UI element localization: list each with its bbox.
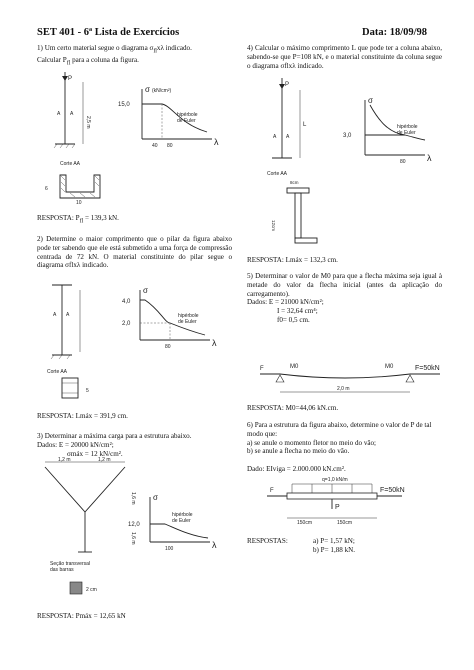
curve-label-2: de Euler	[397, 130, 416, 136]
sigma-unit: (kN/cm²)	[152, 88, 172, 94]
sub-fl-2: fl	[66, 60, 71, 67]
dim-2: 1,2 m	[98, 457, 111, 463]
left-force-label: F	[260, 366, 264, 372]
section-dim: 2 cm	[86, 587, 97, 593]
base-hatch-2	[60, 144, 63, 148]
x-tick-2: 80	[167, 143, 173, 149]
curve-label: hipérbole	[178, 313, 199, 319]
sigma-value: 15,0	[118, 102, 130, 108]
sigma-curve	[142, 104, 207, 132]
sigma-symbol: σ	[368, 96, 373, 105]
problem-6-answer-a: a) P= 1,57 kN;	[313, 537, 355, 545]
problem-6-answers-label: RESPOSTAS:	[247, 537, 288, 545]
section-dim-1: 8cm	[290, 180, 299, 185]
problem-2-text	[37, 235, 232, 270]
dim-1: 1,2 m	[58, 457, 71, 463]
lambda-symbol: λ	[212, 338, 217, 348]
problem-2-number: 2)	[37, 235, 43, 243]
base-hatch-3	[67, 355, 70, 359]
problem-4-body: Calcular o máximo comprimento L que pode ter a coluna abaixo, sabendo-se que P=108 kN, e o material constituinte da coluna segue o diagrama σflxλ indicado.	[247, 44, 442, 70]
left-bar	[45, 467, 85, 512]
flange-bottom	[295, 238, 317, 243]
problem-1-line2-end: para a coluna da figura.	[70, 56, 139, 65]
problem-6-data: Dado: EIviga = 2.000.000 kN.cm².	[247, 464, 346, 473]
p-label: P	[335, 504, 340, 511]
curve-label: hipérbole	[172, 512, 193, 518]
problem-5-data2: I = 32,64 cm⁴;	[277, 307, 318, 316]
curve-label-2: de Euler	[177, 118, 196, 124]
problem-6-beam-figure	[262, 476, 452, 526]
problem-2-answer: RESPOSTA: Lmáx = 391,9 cm.	[37, 412, 128, 420]
problem-6-text	[247, 421, 442, 474]
problem-1-section	[40, 160, 120, 205]
section-mark-a2: A	[66, 312, 70, 318]
problem-4-answer: RESPOSTA: Lmáx = 132,3 cm.	[247, 256, 338, 264]
sigma-symbol: σ	[143, 286, 148, 295]
distributed-load-label: q=1,0 kN/m	[322, 477, 348, 483]
flange-top	[287, 188, 309, 193]
section-dim: 5	[86, 388, 89, 394]
problem-6-body: Para a estrutura da figura abaixo, determine o valor de P de tal modo que:	[247, 421, 432, 438]
section-label: Corte AA	[267, 171, 288, 177]
section-dim-3: 10	[76, 200, 82, 206]
left-support	[276, 375, 284, 382]
problem-3-data1: Dados: E = 20000 kN/cm²;	[37, 440, 114, 449]
left-force-label: F	[270, 488, 274, 494]
curve-label: hipérbole	[177, 112, 198, 118]
right-force-label: F=50kN	[415, 365, 440, 372]
problem-3-text	[37, 432, 237, 458]
right-support	[406, 375, 414, 382]
x-tick-1: 100	[165, 546, 174, 552]
problem-5-body: Determinar o valor de M0 para que a flecha máxima seja igual à metade do valor da flecha inicial (antes da aplicação do carregamento).	[247, 272, 442, 298]
section-mark-a2: A	[70, 111, 74, 117]
sigma-value: 3,0	[343, 133, 352, 139]
section-mark-a1: A	[273, 134, 277, 140]
section-dim-1: 6	[45, 186, 48, 192]
problem-2-body: Determine o maior comprimento que o pilar da figura abaixo pode ter sabendo que ele está submetido a uma força de compressão centrada de 72 kN. O material constituinte do pilar segue o diagrama σflxλ indicado.	[37, 235, 232, 270]
beam	[287, 493, 377, 499]
answer-sub: fl	[79, 218, 84, 225]
problem-5-text	[247, 272, 442, 325]
load-label: P	[285, 82, 290, 88]
base-hatch-1	[54, 144, 57, 148]
sigma-curve	[365, 105, 425, 140]
span-label: 2,0 m	[337, 386, 350, 392]
load-label: P	[68, 76, 73, 82]
length-label: L	[303, 122, 307, 128]
problem-2-sigma-diagram	[110, 285, 230, 355]
curve-label-2: de Euler	[172, 518, 191, 524]
sigma-value-2: 2,0	[122, 321, 131, 327]
problem-6-number: 6)	[247, 421, 253, 429]
problem-5-data1: Dados: E = 21000 kN/cm²;	[247, 298, 324, 307]
problem-2-section	[42, 368, 102, 406]
curve-label-2: de Euler	[178, 319, 197, 325]
span-dim-1: 150cm	[297, 520, 313, 526]
section-mark-a1: A	[57, 111, 61, 117]
problem-4-text	[247, 44, 442, 70]
base-hatch-3	[66, 144, 69, 148]
problem-2-column-figure	[42, 280, 102, 365]
problem-1-number: 1)	[37, 44, 43, 52]
problem-4-sigma-diagram	[335, 95, 445, 165]
sigma-symbol: σ	[145, 85, 150, 94]
section-label: Corte AA	[47, 369, 68, 375]
section-mark-a2: A	[286, 134, 290, 140]
right-force-label: F=50kN	[380, 487, 405, 494]
problem-5-data3: f0= 0,5 cm.	[277, 315, 310, 324]
problem-5-number: 5)	[247, 272, 253, 280]
problem-1-after: xλ indicado.	[156, 44, 192, 52]
problem-4-number: 4)	[247, 44, 253, 52]
problem-5-answer: RESPOSTA: M0=44,06 kN.cm.	[247, 404, 339, 412]
problem-5-beam-figure	[255, 360, 455, 405]
section-mark-a1: A	[53, 312, 57, 318]
length-label: 2,5 m	[85, 116, 91, 129]
date-label: Data: 18/09/98	[362, 27, 428, 38]
answer-label: RESPOSTA: P	[37, 214, 80, 222]
problem-1-line2: Calcular P	[37, 56, 67, 65]
x-tick-1: 80	[165, 344, 171, 350]
problem-6-a: a) se anule o momento fletor no meio do vão;	[247, 438, 377, 447]
dim-3: 1,6 m	[130, 492, 136, 505]
sigma-value: 12,0	[128, 522, 140, 528]
section-caption-2: das barras	[50, 567, 74, 573]
problem-6-b: b) se anule a flecha no meio do vão.	[247, 447, 350, 456]
problem-4-column-figure	[262, 78, 322, 168]
problem-3-number: 3)	[37, 432, 43, 440]
sigma-symbol: σ	[153, 493, 158, 502]
base-hatch-4	[72, 144, 75, 148]
problem-3-body: Determinar a máxima carga para a estrutura abaixo.	[44, 432, 192, 440]
page-title: SET 401 - 6ª Lista de Exercícios	[37, 27, 180, 38]
x-tick-1: 80	[400, 159, 406, 165]
problem-1-line1: Um certo material segue o diagrama σ	[44, 44, 154, 52]
problem-1-column-figure	[45, 72, 105, 152]
section-dim-2: 12cm	[271, 220, 276, 232]
sigma-value: 4,0	[122, 299, 131, 305]
section-hatch	[61, 176, 99, 197]
section-label: Corte AA	[60, 161, 81, 167]
section-shape	[62, 378, 78, 398]
problem-3-answer: RESPOSTA: Pmáx = 12,65 kN	[37, 612, 126, 620]
moment-right: M0	[385, 364, 394, 370]
base-hatch-1	[51, 355, 54, 359]
lambda-symbol: λ	[214, 137, 219, 147]
right-bar	[85, 467, 125, 512]
problem-3-data2: σmáx = 12 kN/cm².	[67, 449, 123, 458]
sub-fl: fl	[153, 48, 157, 55]
base-hatch-2	[59, 355, 62, 359]
dim-4: 1,6 m	[130, 532, 136, 545]
lambda-symbol: λ	[212, 540, 217, 550]
section-caption-1: Seção transversal	[50, 561, 91, 567]
channel-shape	[60, 175, 100, 198]
problem-4-section	[262, 170, 342, 250]
answer-value: = 139,3 kN.	[83, 214, 119, 222]
web	[295, 193, 301, 238]
lambda-symbol: λ	[427, 153, 432, 163]
problem-1-answer	[37, 214, 119, 226]
problem-6-answer-b: b) P= 1,88 kN.	[313, 546, 356, 554]
beam-curve	[280, 374, 410, 378]
curve-label: hipérbole	[397, 124, 418, 130]
x-tick-1: 40	[152, 143, 158, 149]
problem-1-sigma-diagram	[112, 84, 232, 154]
bar-section-square	[70, 582, 82, 594]
problem-1-text	[37, 44, 232, 68]
moment-left: M0	[290, 364, 299, 370]
problem-3-sigma-diagram	[120, 492, 230, 557]
sigma-curve	[150, 524, 208, 538]
span-dim-2: 150cm	[337, 520, 353, 526]
